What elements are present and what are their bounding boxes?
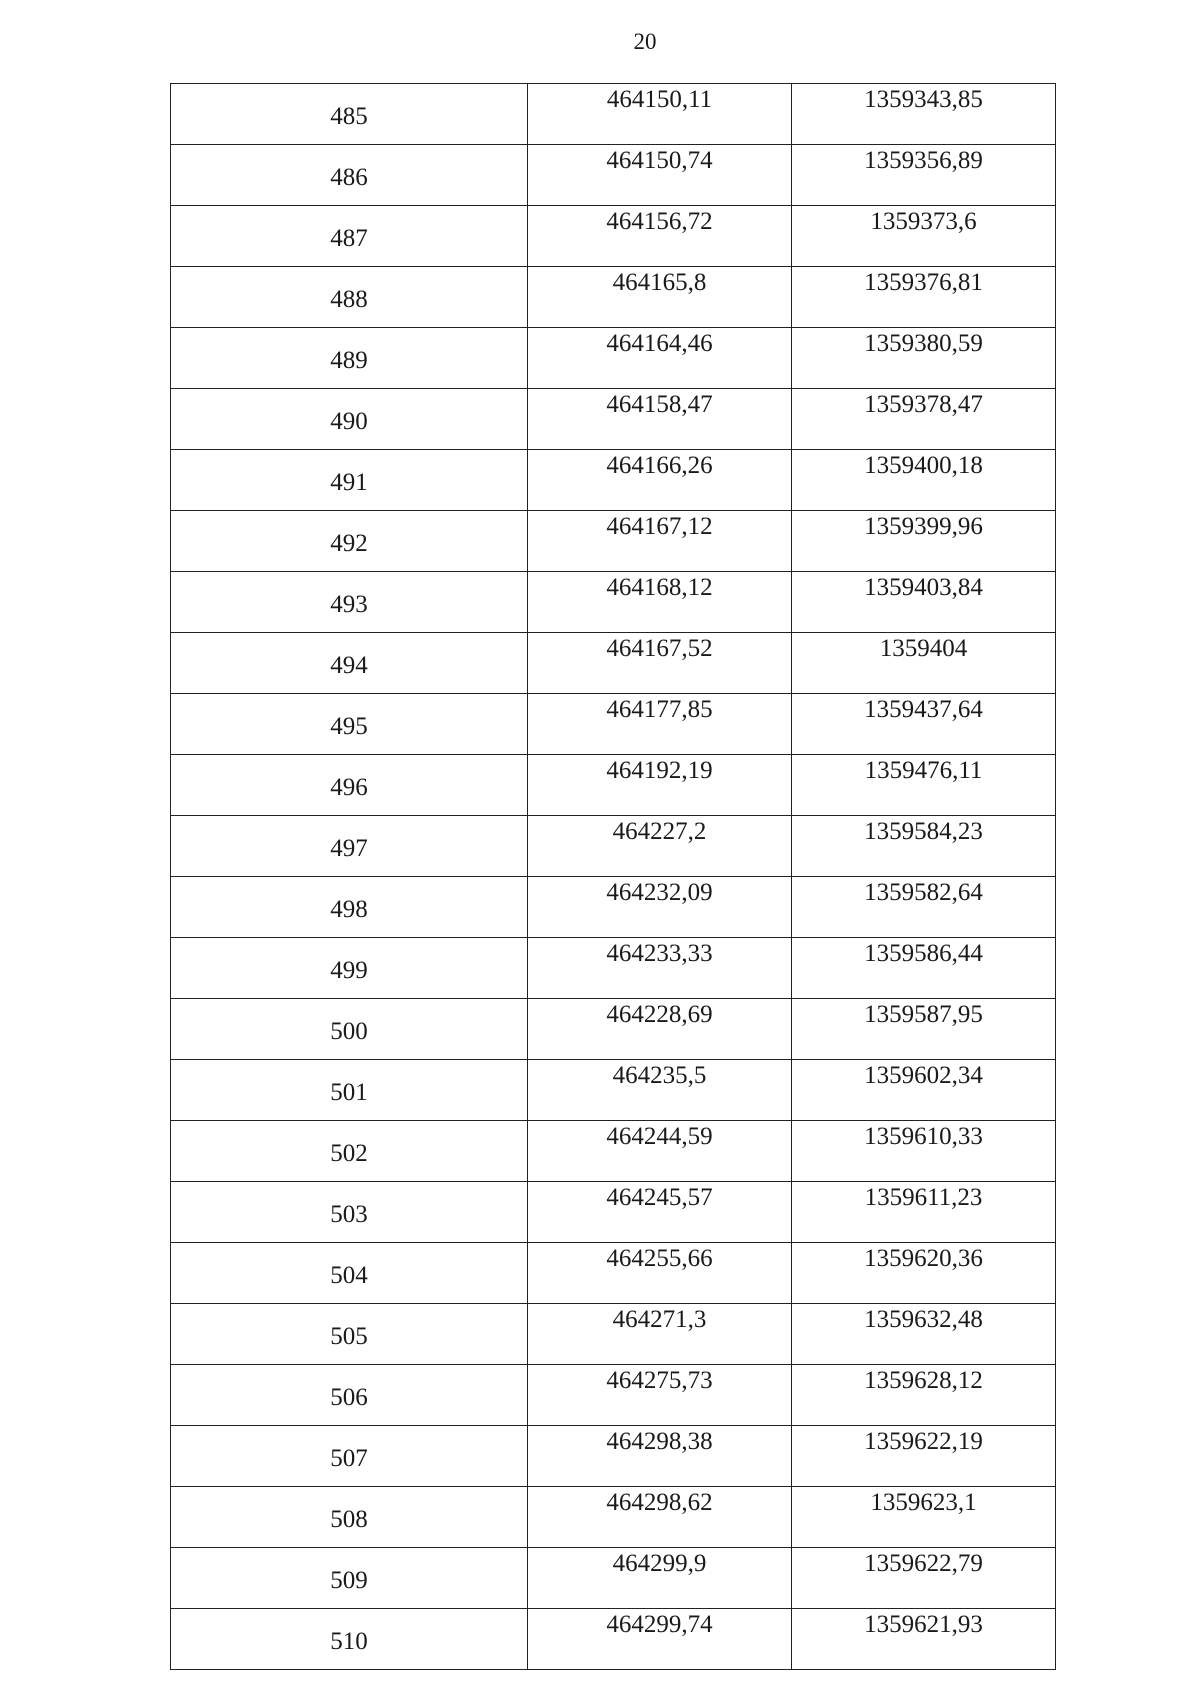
table-row	[171, 1365, 1056, 1426]
x-coordinate-cell: 464150,74	[528, 145, 792, 206]
x-coordinate-cell: 464244,59	[528, 1121, 792, 1182]
point-number-cell: 496	[171, 755, 528, 816]
point-number-cell: 486	[171, 145, 528, 206]
table-row	[171, 1609, 1056, 1670]
y-coordinate-cell: 1359399,96	[792, 511, 1056, 572]
y-coordinate-cell: 1359356,89	[792, 145, 1056, 206]
coordinates-table	[170, 83, 1056, 1670]
x-coordinate-cell: 464298,38	[528, 1426, 792, 1487]
table-row	[171, 1060, 1056, 1121]
x-coordinate-cell: 464299,74	[528, 1609, 792, 1670]
point-number-cell: 508	[171, 1487, 528, 1548]
point-number-cell: 488	[171, 267, 528, 328]
y-coordinate-cell: 1359621,93	[792, 1609, 1056, 1670]
table-row	[171, 1426, 1056, 1487]
point-number-cell: 493	[171, 572, 528, 633]
y-coordinate-cell: 1359587,95	[792, 999, 1056, 1060]
y-coordinate-cell: 1359400,18	[792, 450, 1056, 511]
y-coordinate-cell: 1359622,19	[792, 1426, 1056, 1487]
y-coordinate-cell: 1359376,81	[792, 267, 1056, 328]
table-row	[171, 328, 1056, 389]
point-number-cell: 491	[171, 450, 528, 511]
table-row	[171, 572, 1056, 633]
table-row	[171, 633, 1056, 694]
x-coordinate-cell: 464156,72	[528, 206, 792, 267]
coordinates-table-body	[171, 84, 1056, 1670]
point-number-cell: 509	[171, 1548, 528, 1609]
point-number-cell: 498	[171, 877, 528, 938]
table-row	[171, 84, 1056, 145]
point-number-cell: 502	[171, 1121, 528, 1182]
table-row	[171, 450, 1056, 511]
point-number-cell: 505	[171, 1304, 528, 1365]
table-row	[171, 938, 1056, 999]
page-number: 20	[633, 29, 657, 54]
table-row	[171, 511, 1056, 572]
y-coordinate-cell: 1359602,34	[792, 1060, 1056, 1121]
y-coordinate-cell: 1359343,85	[792, 84, 1056, 145]
point-number-cell: 485	[171, 84, 528, 145]
point-number-cell: 492	[171, 511, 528, 572]
y-coordinate-cell: 1359623,1	[792, 1487, 1056, 1548]
x-coordinate-cell: 464167,12	[528, 511, 792, 572]
x-coordinate-cell: 464298,62	[528, 1487, 792, 1548]
x-coordinate-cell: 464299,9	[528, 1548, 792, 1609]
x-coordinate-cell: 464227,2	[528, 816, 792, 877]
table-row	[171, 1304, 1056, 1365]
point-number-cell: 504	[171, 1243, 528, 1304]
point-number-cell: 503	[171, 1182, 528, 1243]
y-coordinate-cell: 1359628,12	[792, 1365, 1056, 1426]
point-number-cell: 510	[171, 1609, 528, 1670]
table-row	[171, 1548, 1056, 1609]
x-coordinate-cell: 464167,52	[528, 633, 792, 694]
y-coordinate-cell: 1359373,6	[792, 206, 1056, 267]
x-coordinate-cell: 464164,46	[528, 328, 792, 389]
y-coordinate-cell: 1359610,33	[792, 1121, 1056, 1182]
x-coordinate-cell: 464271,3	[528, 1304, 792, 1365]
y-coordinate-cell: 1359584,23	[792, 816, 1056, 877]
point-number-cell: 506	[171, 1365, 528, 1426]
x-coordinate-cell: 464233,33	[528, 938, 792, 999]
x-coordinate-cell: 464275,73	[528, 1365, 792, 1426]
x-coordinate-cell: 464165,8	[528, 267, 792, 328]
point-number-cell: 495	[171, 694, 528, 755]
y-coordinate-cell: 1359586,44	[792, 938, 1056, 999]
table-row	[171, 877, 1056, 938]
point-number-cell: 487	[171, 206, 528, 267]
x-coordinate-cell: 464166,26	[528, 450, 792, 511]
point-number-cell: 499	[171, 938, 528, 999]
y-coordinate-cell: 1359622,79	[792, 1548, 1056, 1609]
y-coordinate-cell: 1359404	[792, 633, 1056, 694]
table-row	[171, 145, 1056, 206]
y-coordinate-cell: 1359476,11	[792, 755, 1056, 816]
table-row	[171, 267, 1056, 328]
y-coordinate-cell: 1359582,64	[792, 877, 1056, 938]
x-coordinate-cell: 464255,66	[528, 1243, 792, 1304]
table-row	[171, 755, 1056, 816]
table-row	[171, 694, 1056, 755]
table-row	[171, 1121, 1056, 1182]
x-coordinate-cell: 464150,11	[528, 84, 792, 145]
x-coordinate-cell: 464235,5	[528, 1060, 792, 1121]
y-coordinate-cell: 1359620,36	[792, 1243, 1056, 1304]
x-coordinate-cell: 464245,57	[528, 1182, 792, 1243]
x-coordinate-cell: 464228,69	[528, 999, 792, 1060]
table-row	[171, 816, 1056, 877]
x-coordinate-cell: 464168,12	[528, 572, 792, 633]
y-coordinate-cell: 1359437,64	[792, 694, 1056, 755]
point-number-cell: 494	[171, 633, 528, 694]
point-number-cell: 500	[171, 999, 528, 1060]
x-coordinate-cell: 464232,09	[528, 877, 792, 938]
y-coordinate-cell: 1359380,59	[792, 328, 1056, 389]
point-number-cell: 489	[171, 328, 528, 389]
table-row	[171, 1182, 1056, 1243]
y-coordinate-cell: 1359403,84	[792, 572, 1056, 633]
y-coordinate-cell: 1359378,47	[792, 389, 1056, 450]
table-row	[171, 999, 1056, 1060]
table-row	[171, 1487, 1056, 1548]
x-coordinate-cell: 464158,47	[528, 389, 792, 450]
point-number-cell: 507	[171, 1426, 528, 1487]
table-row	[171, 206, 1056, 267]
x-coordinate-cell: 464192,19	[528, 755, 792, 816]
y-coordinate-cell: 1359632,48	[792, 1304, 1056, 1365]
point-number-cell: 501	[171, 1060, 528, 1121]
table-row	[171, 1243, 1056, 1304]
x-coordinate-cell: 464177,85	[528, 694, 792, 755]
y-coordinate-cell: 1359611,23	[792, 1182, 1056, 1243]
point-number-cell: 497	[171, 816, 528, 877]
point-number-cell: 490	[171, 389, 528, 450]
table-row	[171, 389, 1056, 450]
